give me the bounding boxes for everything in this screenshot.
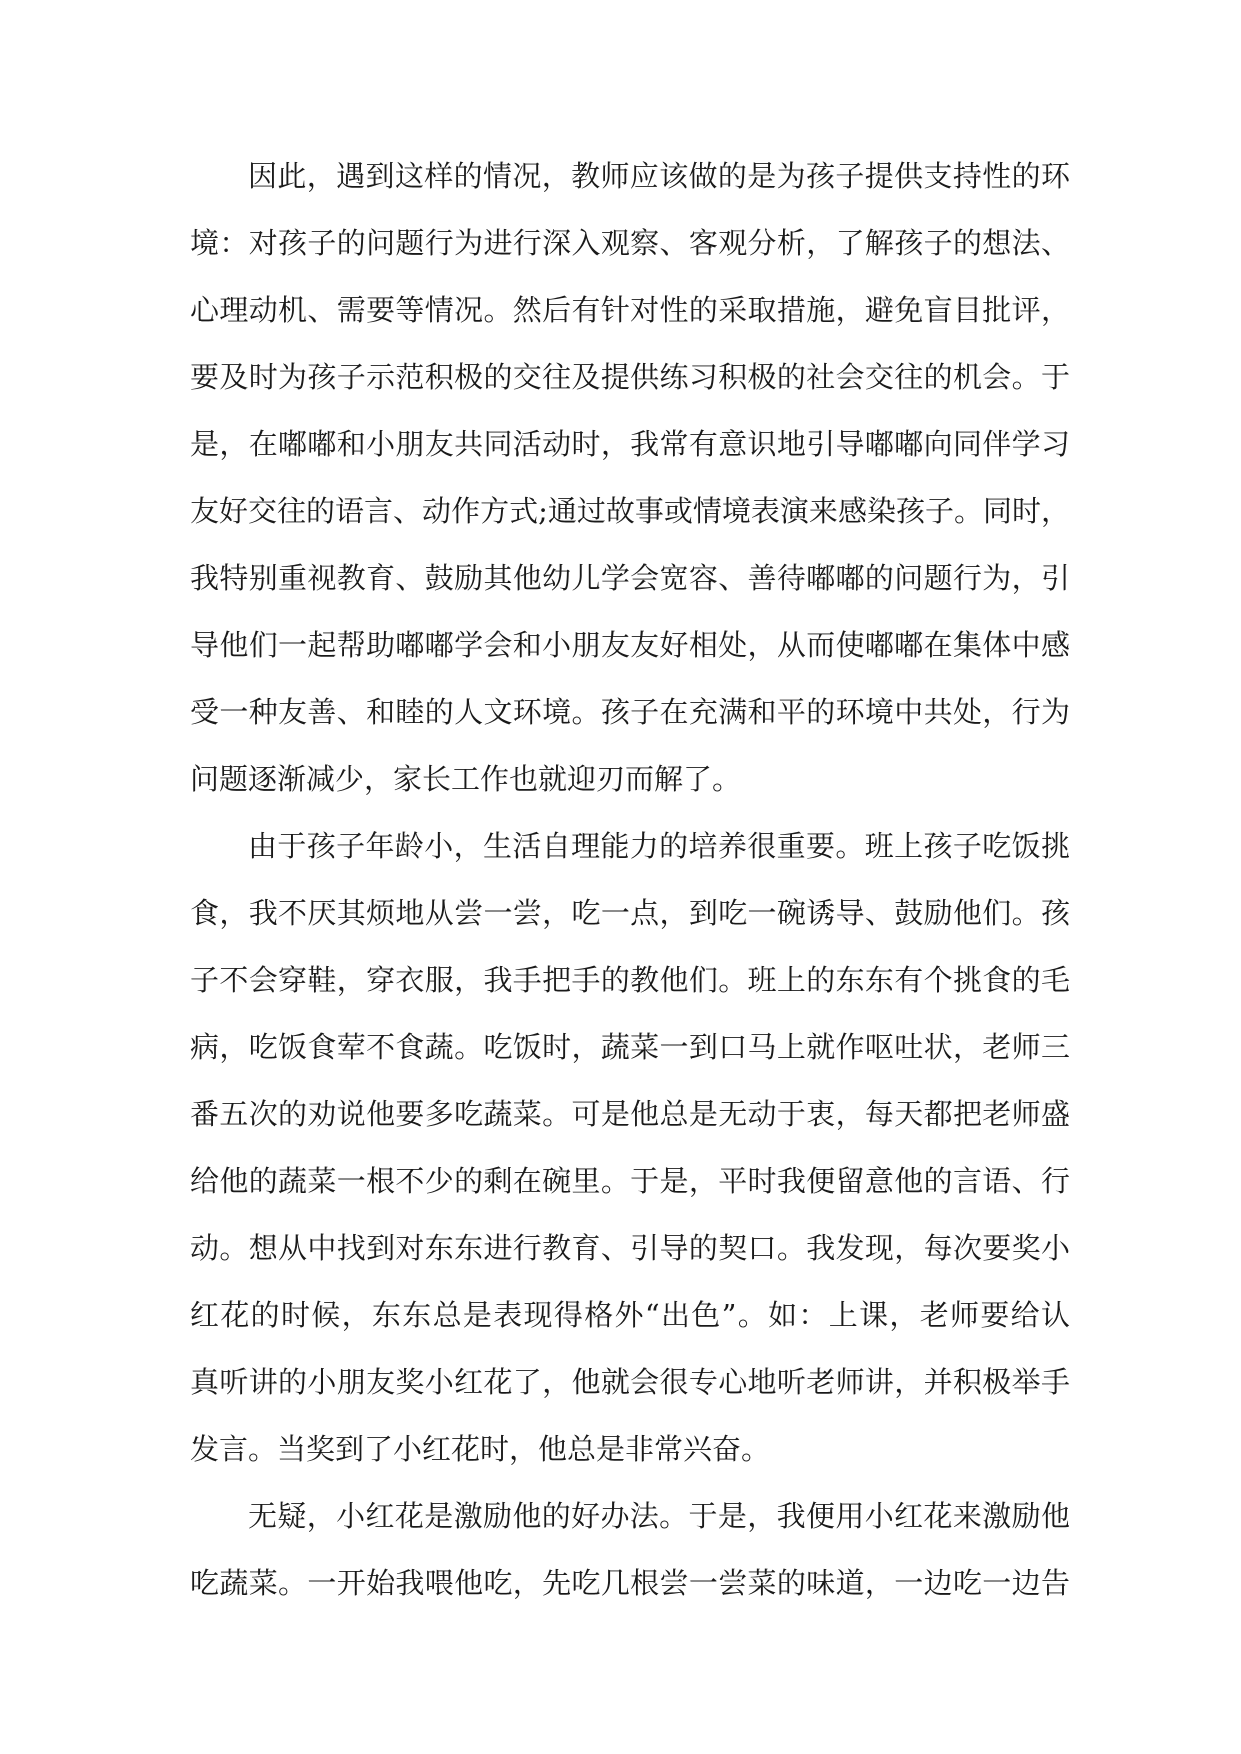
paragraph-line: 我特别重视教育、鼓励其他幼儿学会宽容、善待嘟嘟的问题行为，引 xyxy=(190,561,1070,595)
paragraph-line: 因此，遇到这样的情况，教师应该做的是为孩子提供支持性的环 xyxy=(248,159,1070,193)
paragraph-line: 境：对孩子的问题行为进行深入观察、客观分析，了解孩子的想法、 xyxy=(190,226,1070,260)
paragraph-line: 食，我不厌其烦地从尝一尝，吃一点，到吃一碗诱导、鼓励他们。孩 xyxy=(190,896,1070,930)
paragraph-line: 受一种友善、和睦的人文环境。孩子在充满和平的环境中共处，行为 xyxy=(190,695,1070,729)
paragraph-line: 病，吃饭食荤不食蔬。吃饭时，蔬菜一到口马上就作呕吐状，老师三 xyxy=(190,1030,1070,1064)
paragraph-line: 吃蔬菜。一开始我喂他吃，先吃几根尝一尝菜的味道，一边吃一边告 xyxy=(190,1566,1070,1600)
paragraph-line: 无疑，小红花是激励他的好办法。于是，我便用小红花来激励他 xyxy=(248,1499,1070,1533)
paragraph-line: 给他的蔬菜一根不少的剩在碗里。于是，平时我便留意他的言语、行 xyxy=(190,1164,1070,1198)
paragraph-line: 番五次的劝说他要多吃蔬菜。可是他总是无动于衷，每天都把老师盛 xyxy=(190,1097,1070,1131)
paragraph-line: 红花的时候，东东总是表现得格外“出色”。如：上课，老师要给认 xyxy=(190,1298,1070,1332)
paragraph-line: 是，在嘟嘟和小朋友共同活动时，我常有意识地引导嘟嘟向同伴学习 xyxy=(190,427,1070,461)
paragraph-line: 要及时为孩子示范积极的交往及提供练习积极的社会交往的机会。于 xyxy=(190,360,1070,394)
paragraph-line: 真听讲的小朋友奖小红花了，他就会很专心地听老师讲，并积极举手 xyxy=(190,1365,1070,1399)
paragraph-line: 由于孩子年龄小，生活自理能力的培养很重要。班上孩子吃饭挑 xyxy=(248,829,1070,863)
paragraph-line: 发言。当奖到了小红花时，他总是非常兴奋。 xyxy=(190,1432,771,1466)
paragraph-line: 问题逐渐减少，家长工作也就迎刃而解了。 xyxy=(190,762,742,796)
paragraph-line: 动。想从中找到对东东进行教育、引导的契口。我发现，每次要奖小 xyxy=(190,1231,1070,1265)
paragraph-line: 友好交往的语言、动作方式;通过故事或情境表演来感染孩子。同时， xyxy=(190,494,1070,528)
paragraph-line: 导他们一起帮助嘟嘟学会和小朋友友好相处，从而使嘟嘟在集体中感 xyxy=(190,628,1070,662)
paragraph-line: 子不会穿鞋，穿衣服，我手把手的教他们。班上的东东有个挑食的毛 xyxy=(190,963,1070,997)
body-text xyxy=(190,159,1070,1633)
paragraph-line: 心理动机、需要等情况。然后有针对性的采取措施，避免盲目批评， xyxy=(190,293,1070,327)
